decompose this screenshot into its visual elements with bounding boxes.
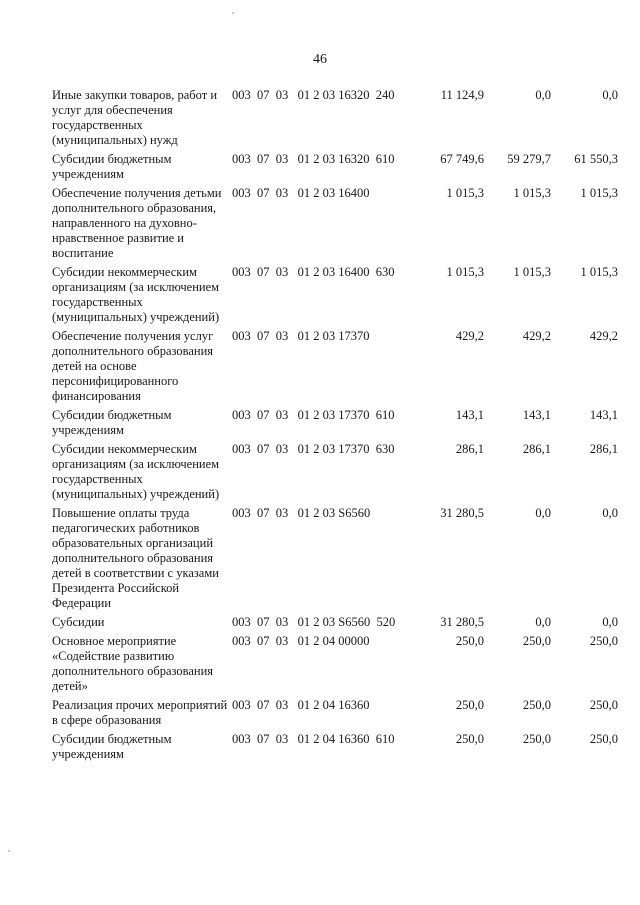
- table-row: [52, 732, 618, 766]
- row-name: Субсидии некоммерческим организациям (за исключением государственных (муниципальных) учреждений): [52, 442, 220, 501]
- table-row: [52, 265, 618, 329]
- table-row: [52, 152, 618, 186]
- row-value-2: 0,0: [535, 615, 551, 629]
- row-value-2: 286,1: [522, 442, 551, 456]
- row-value-3: 250,0: [589, 634, 618, 648]
- row-code: 003 07 03 01 2 04 16360 610: [232, 732, 395, 746]
- budget-table: [52, 88, 618, 766]
- row-value-1: 1 015,3: [446, 186, 484, 200]
- row-value-3: 61 550,3: [574, 152, 618, 166]
- row-value-1: 286,1: [455, 442, 484, 456]
- row-code: 003 07 03 01 2 03 16400 630: [232, 265, 395, 279]
- row-value-2: 1 015,3: [513, 186, 551, 200]
- row-value-3: 0,0: [602, 506, 618, 520]
- row-name: Субсидии бюджетным учреждениям: [52, 732, 172, 761]
- row-value-1: 67 749,6: [440, 152, 484, 166]
- row-code: 003 07 03 01 2 03 S6560: [232, 506, 371, 520]
- row-value-3: 250,0: [589, 732, 618, 746]
- row-value-3: 429,2: [589, 329, 618, 343]
- table-row: [52, 329, 618, 408]
- row-value-2: 250,0: [522, 634, 551, 648]
- row-code: 003 07 03 01 2 04 16360: [232, 698, 370, 712]
- row-code: 003 07 03 01 2 03 S6560 520: [232, 615, 396, 629]
- table-row: [52, 698, 618, 732]
- page-number: 46: [313, 52, 327, 67]
- row-code: 003 07 03 01 2 03 17370: [232, 329, 370, 343]
- row-code: 003 07 03 01 2 04 00000: [232, 634, 370, 648]
- row-name: Субсидии бюджетным учреждениям: [52, 408, 172, 437]
- row-value-1: 250,0: [455, 732, 484, 746]
- row-value-3: 0,0: [602, 88, 618, 102]
- row-value-3: 1 015,3: [580, 265, 618, 279]
- row-name: Субсидии некоммерческим организациям (за исключением государственных (муниципальных) учреждений): [52, 265, 220, 324]
- row-name: Обеспечение получения детьми дополнительного образования, направленного на духовно-нравственное развитие и воспитание: [52, 186, 222, 260]
- row-value-3: 286,1: [589, 442, 618, 456]
- row-name: Субсидии бюджетным учреждениям: [52, 152, 172, 181]
- row-code: 003 07 03 01 2 03 17370 630: [232, 442, 395, 456]
- row-code: 003 07 03 01 2 03 16320 610: [232, 152, 395, 166]
- row-value-1: 11 124,9: [440, 88, 484, 102]
- table-row: [52, 615, 618, 634]
- table-row: [52, 506, 618, 615]
- table-row: [52, 88, 618, 152]
- table-row: [52, 634, 618, 698]
- row-value-1: 31 280,5: [440, 506, 484, 520]
- row-value-1: 1 015,3: [446, 265, 484, 279]
- row-value-2: 250,0: [522, 732, 551, 746]
- row-value-2: 143,1: [522, 408, 551, 422]
- table-row: [52, 186, 618, 265]
- row-value-1: 250,0: [455, 698, 484, 712]
- row-name: Повышение оплаты труда педагогических работников образовательных организаций дополнительного образования детей в соответствии с указами Президента Российской Федерации: [52, 506, 219, 610]
- row-name: Иные закупки товаров, работ и услуг для обеспечения государственных (муниципальных) нужд: [52, 88, 218, 147]
- budget-table-body: [52, 88, 618, 766]
- row-value-2: 59 279,7: [507, 152, 551, 166]
- row-code: 003 07 03 01 2 03 16400: [232, 186, 370, 200]
- row-value-2: 0,0: [535, 506, 551, 520]
- scan-speck: [8, 850, 10, 852]
- row-value-3: 143,1: [589, 408, 618, 422]
- row-value-2: 429,2: [522, 329, 551, 343]
- row-code: 003 07 03 01 2 03 17370 610: [232, 408, 395, 422]
- scan-speck: [232, 12, 234, 14]
- table-row: [52, 442, 618, 506]
- row-value-3: 1 015,3: [580, 186, 618, 200]
- row-value-2: 1 015,3: [513, 265, 551, 279]
- row-value-3: 0,0: [602, 615, 618, 629]
- row-value-3: 250,0: [589, 698, 618, 712]
- row-value-2: 250,0: [522, 698, 551, 712]
- row-code: 003 07 03 01 2 03 16320 240: [232, 88, 395, 102]
- table-row: [52, 408, 618, 442]
- row-name: Обеспечение получения услуг дополнительного образования детей на основе персонифицированного финансирования: [52, 329, 214, 403]
- row-value-1: 143,1: [455, 408, 484, 422]
- row-value-1: 31 280,5: [440, 615, 484, 629]
- row-name: Реализация прочих мероприятий в сфере образования: [52, 698, 228, 727]
- row-name: Основное мероприятие «Содействие развитию дополнительного образования детей»: [52, 634, 214, 693]
- row-value-1: 429,2: [455, 329, 484, 343]
- row-name: Субсидии: [52, 615, 105, 629]
- row-value-2: 0,0: [535, 88, 551, 102]
- row-value-1: 250,0: [455, 634, 484, 648]
